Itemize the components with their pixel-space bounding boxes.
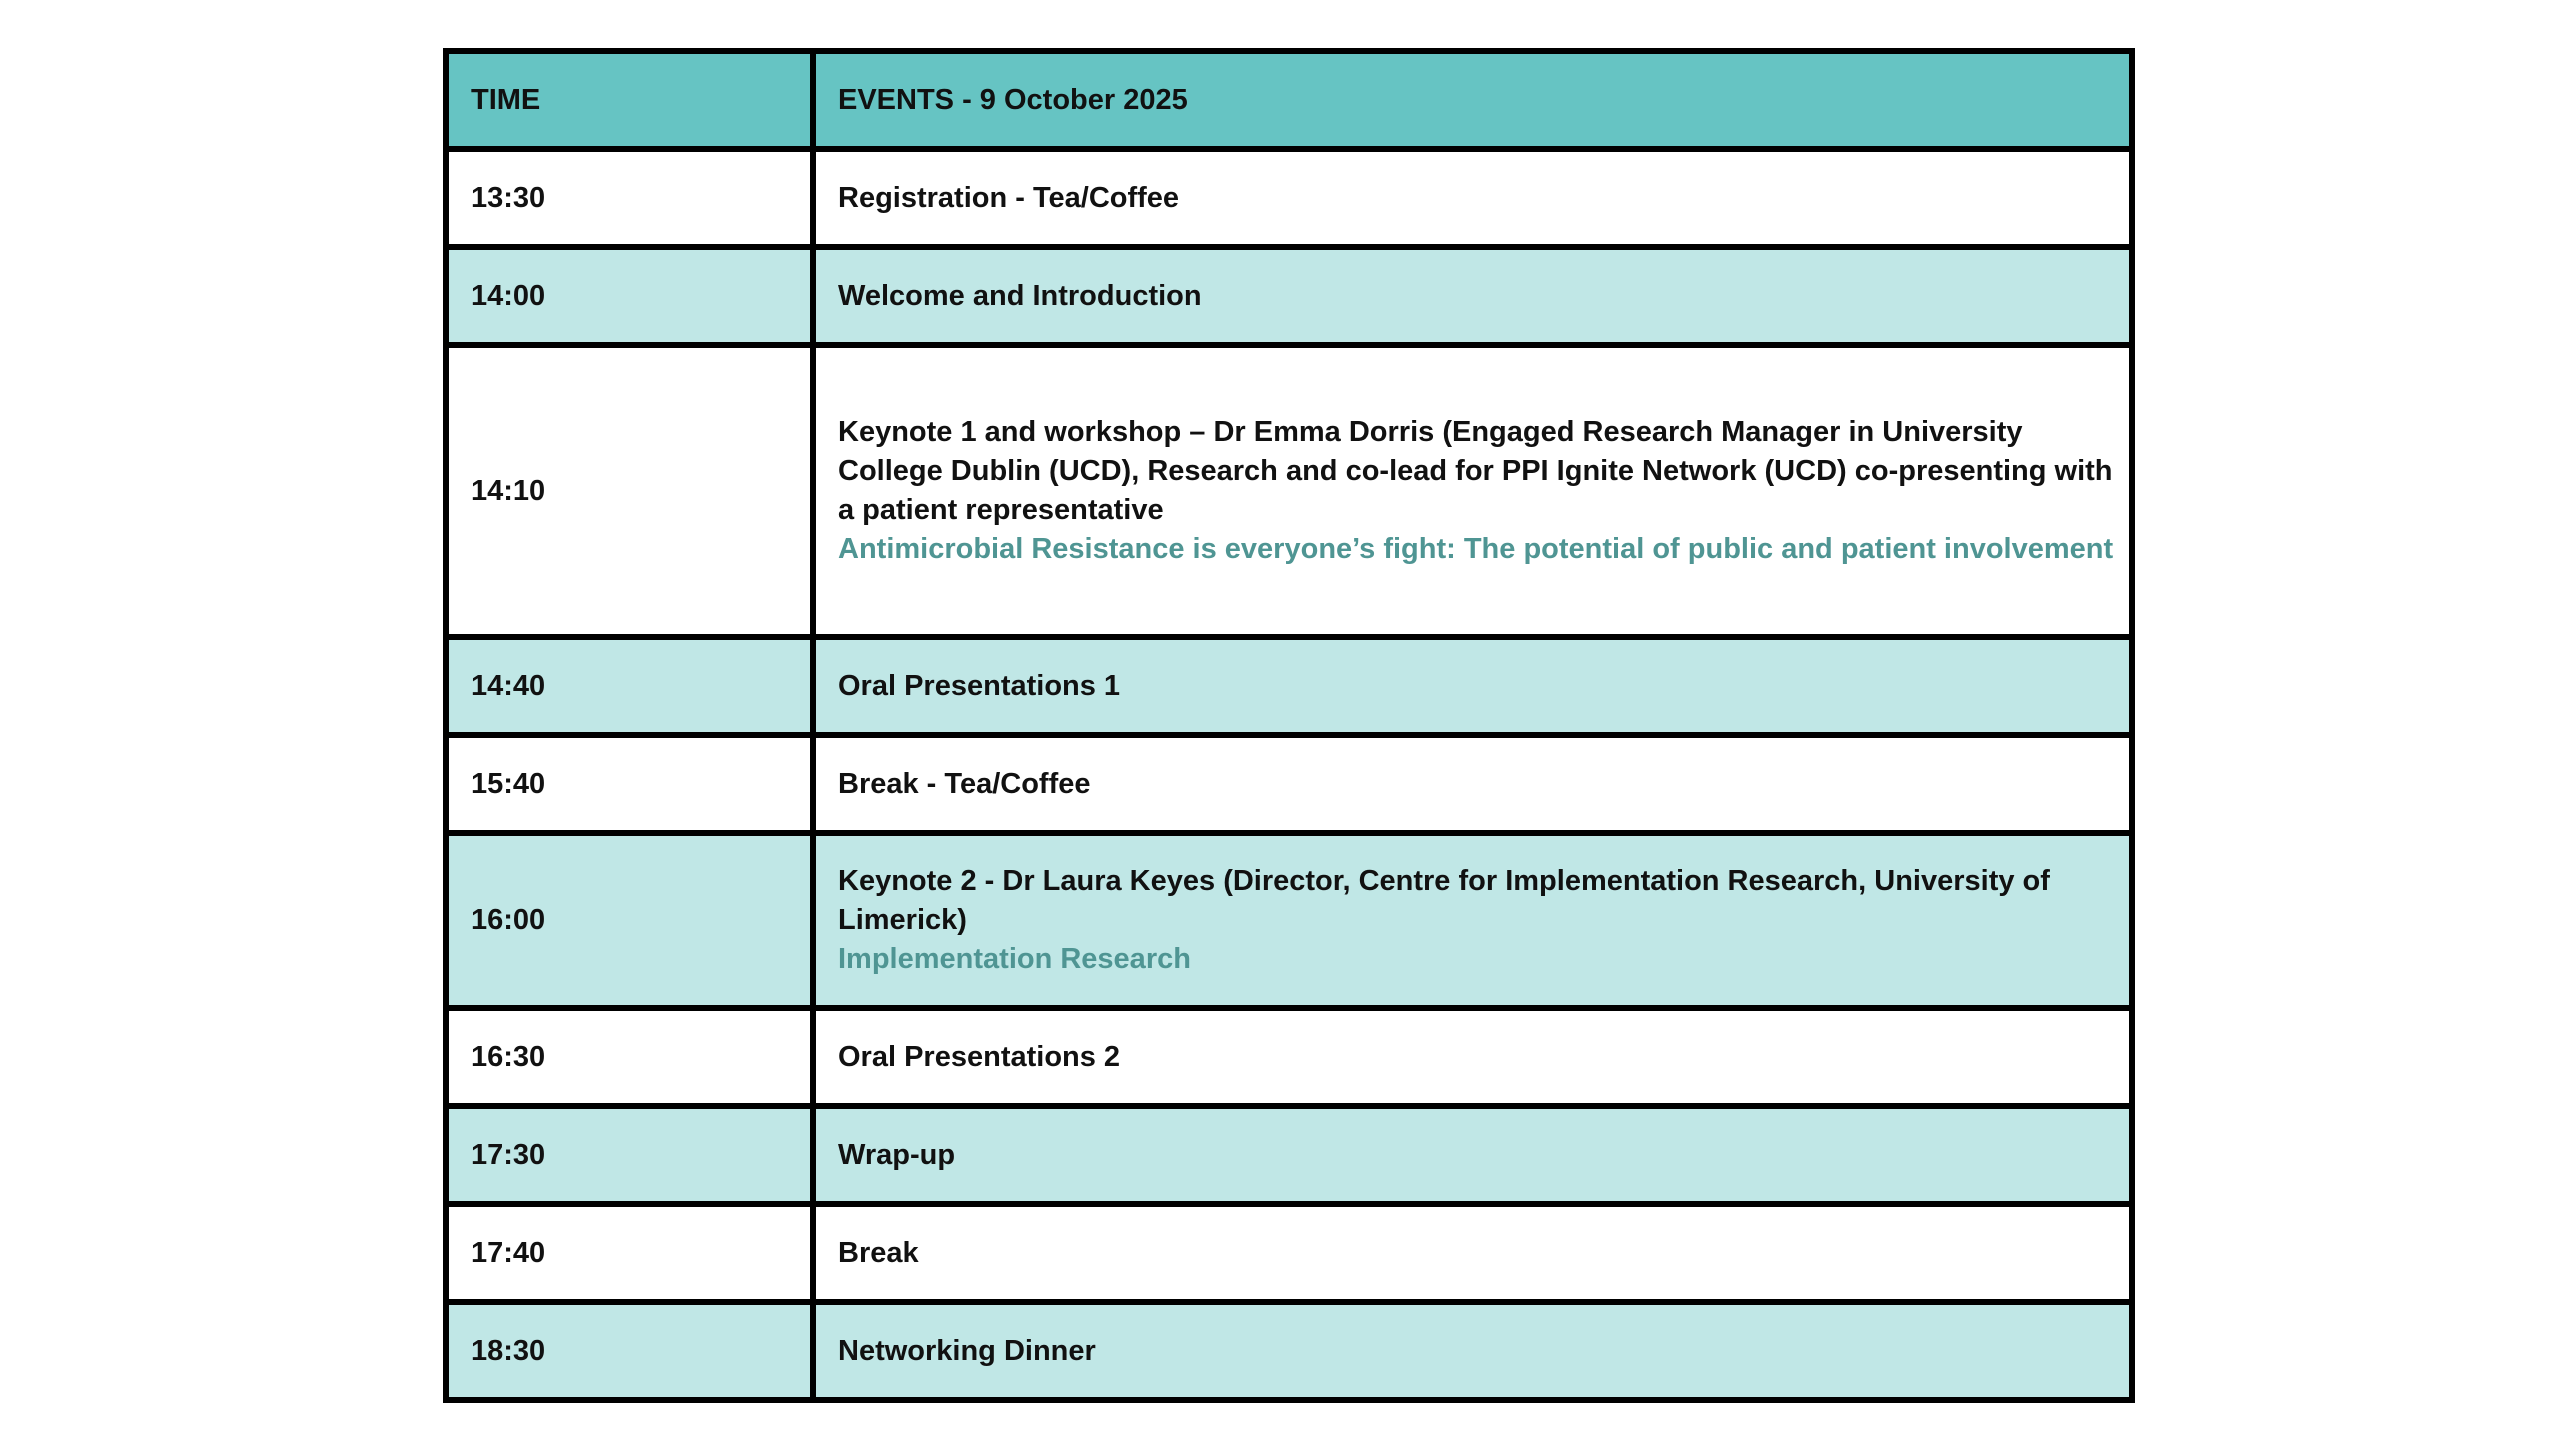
event-subtitle: Implementation Research xyxy=(838,943,1191,975)
event-cell: Oral Presentations 2 xyxy=(813,1008,2132,1106)
event-cell: Break xyxy=(813,1204,2132,1302)
time-cell: 16:30 xyxy=(446,1008,813,1106)
table-row xyxy=(446,833,2132,1008)
table-row xyxy=(446,1106,2132,1204)
time-cell: 17:30 xyxy=(446,1106,813,1204)
header-events: EVENTS - 9 October 2025 xyxy=(813,51,2132,149)
table-row xyxy=(446,149,2132,247)
event-schedule-table xyxy=(443,48,2135,1403)
table-row xyxy=(446,1204,2132,1302)
event-cell xyxy=(813,833,2132,1008)
time-cell: 14:10 xyxy=(446,345,813,637)
table-header-row xyxy=(446,51,2132,149)
header-time: TIME xyxy=(446,51,813,149)
event-cell: Wrap-up xyxy=(813,1106,2132,1204)
time-cell: 15:40 xyxy=(446,735,813,833)
event-cell: Networking Dinner xyxy=(813,1302,2132,1400)
event-cell: Break - Tea/Coffee xyxy=(813,735,2132,833)
time-cell: 18:30 xyxy=(446,1302,813,1400)
time-cell: 13:30 xyxy=(446,149,813,247)
event-cell: Registration - Tea/Coffee xyxy=(813,149,2132,247)
time-cell: 14:40 xyxy=(446,637,813,735)
event-title: Keynote 1 and workshop – Dr Emma Dorris (Engaged Research Manager in University College Dublin (UCD), Research and co-lead for PPI Ignite Network (UCD) co-presenting with a patient representative xyxy=(838,416,2113,526)
event-subtitle: Antimicrobial Resistance is everyone’s fight: The potential of public and patient involvement xyxy=(838,533,2114,565)
event-cell: Oral Presentations 1 xyxy=(813,637,2132,735)
time-cell: 14:00 xyxy=(446,247,813,345)
time-cell: 17:40 xyxy=(446,1204,813,1302)
table-row xyxy=(446,345,2132,637)
table-row xyxy=(446,735,2132,833)
table-row xyxy=(446,1008,2132,1106)
table-row xyxy=(446,637,2132,735)
time-cell: 16:00 xyxy=(446,833,813,1008)
event-title: Keynote 2 - Dr Laura Keyes (Director, Centre for Implementation Research, University of Limerick) xyxy=(838,865,2050,936)
table-row xyxy=(446,247,2132,345)
event-cell: Welcome and Introduction xyxy=(813,247,2132,345)
table-row xyxy=(446,1302,2132,1400)
event-cell xyxy=(813,345,2132,637)
